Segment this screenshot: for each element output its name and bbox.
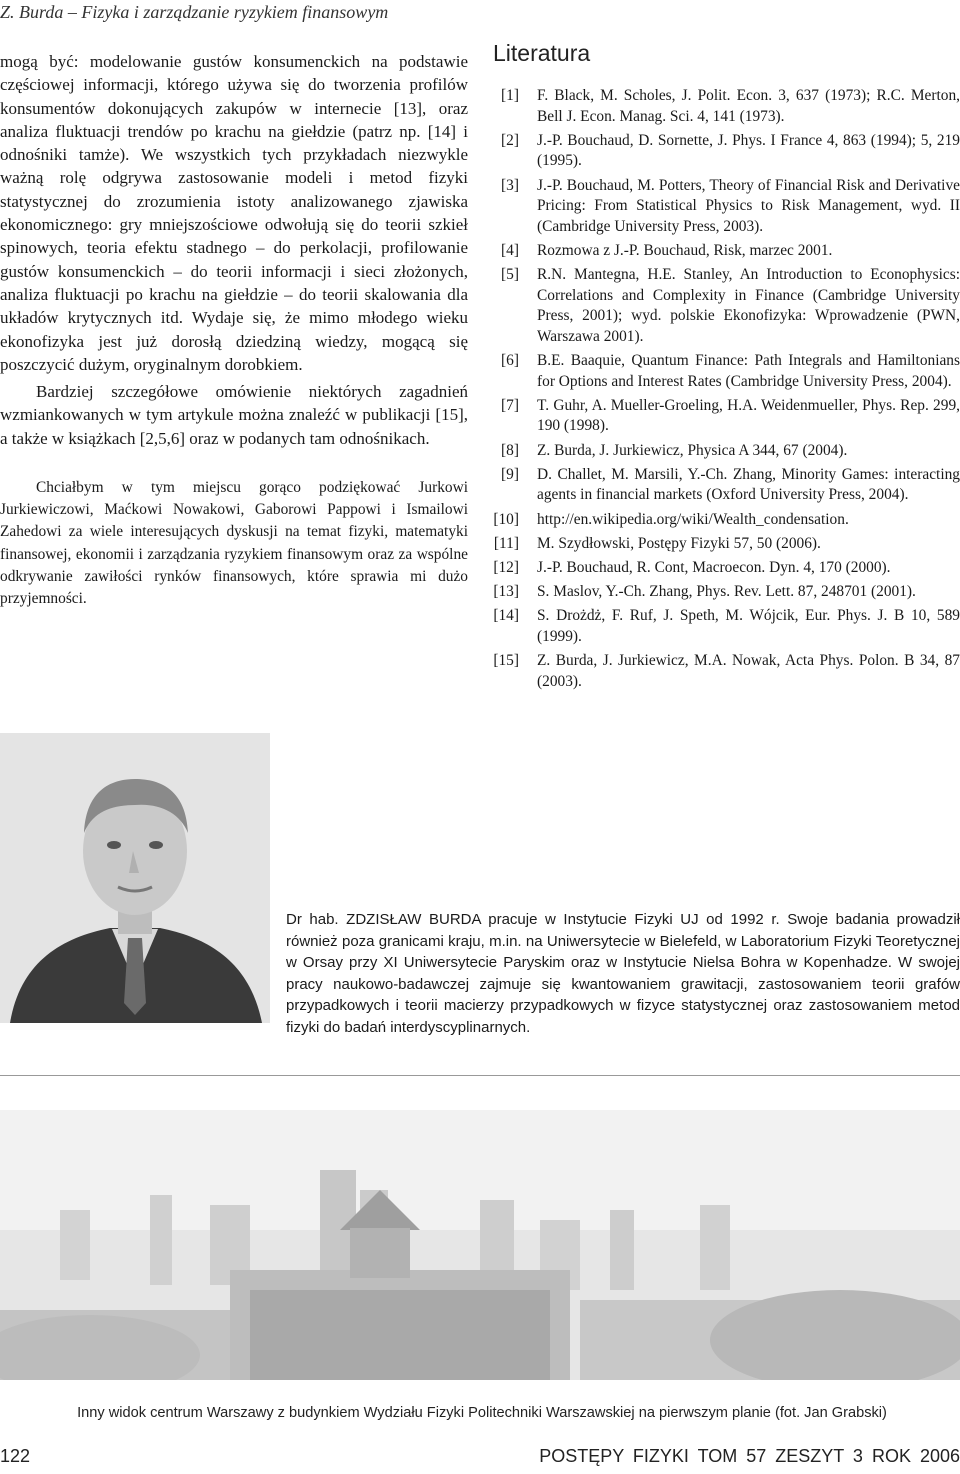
literature-heading: Literatura <box>493 40 591 66</box>
reference-number: [8] <box>501 441 519 459</box>
reference-item <box>493 351 960 392</box>
reference-number: [12] <box>493 559 519 576</box>
reference-item <box>493 465 960 506</box>
reference-item <box>493 241 960 262</box>
reference-item <box>493 558 960 579</box>
section-divider <box>0 1075 960 1076</box>
reference-text: B.E. Baaquie, Quantum Finance: Path Integrals and Hamiltonians for Options and Interest Rates (Cambridge University Press, 2004). <box>537 352 960 390</box>
reference-link[interactable]: http://en.wikipedia.org/wiki/Wealth_condensation. <box>537 510 849 528</box>
reference-text: J.-P. Bouchaud, R. Cont, Macroecon. Dyn. 4, 170 (2000). <box>537 559 891 576</box>
reference-number: [14] <box>493 607 519 625</box>
reference-text: J.-P. Bouchaud, M. Potters, Theory of Financial Risk and Derivative Pricing: From Statistical Physics to Risk Management, wyd. II (Cambridge University Press, 2003). <box>537 176 960 235</box>
acknowledgement: Chciałbym w tym miejscu gorąco podziękować Jurkowi Jurkiewiczowi, Maćkowi Nowakowi, Gaborowi Pappowi i Ismailowi Zahedowi za wiele interesujących dyskusji na temat fizyki, matematyki finansowej, ekonomii i zarządzania ryzykiem finansowym oraz za wspólne odkrywanie zawiłości rynków finansowych, które sprawia mi dużo przyjemności. <box>0 479 468 608</box>
reference-item <box>493 396 960 437</box>
reference-item <box>493 651 960 692</box>
author-bio: Dr hab. ZDZISŁAW BURDA pracuje w Instytucie Fizyki UJ od 1992 r. Swoje badania prowadził również poza granicami kraju, m.in. na Uniwersytecie w Bielefeld, w Laboratorium Fizyki Teoretycznej w Orsay przy XI Uniwersytecie Paryskim oraz w Instytucie Nielsa Bohra w Kopenhadze. W swojej pracy naukowo-badawczej zajmuje się kwantowaniem grawitacji, zastosowaniem teorii grafów przypadkowych i teorii macierzy przypadkowych w fizyce statystycznej oraz zastosowaniem metod fizyki do badań interdyscyplinarnych. <box>286 911 960 1036</box>
reference-number: [6] <box>501 352 519 370</box>
author-portrait <box>0 733 270 1023</box>
reference-text: S. Drożdż, F. Ruf, J. Speth, M. Wójcik, Eur. Phys. J. B 10, 589 (1999). <box>537 607 960 645</box>
reference-number: [2] <box>501 131 519 149</box>
reference-item <box>493 176 960 238</box>
reference-number: [7] <box>501 396 519 414</box>
page-footer <box>0 1446 960 1470</box>
reference-item <box>493 510 960 531</box>
reference-number: [10] <box>493 510 519 528</box>
reference-text: Rozmowa z J.-P. Bouchaud, Risk, marzec 2001. <box>537 241 833 259</box>
reference-text: D. Challet, M. Marsili, Y.-Ch. Zhang, Minority Games: interacting agents in financial markets (Oxford University Press, 2004). <box>537 465 960 504</box>
reference-item <box>493 265 960 347</box>
reference-number: [15] <box>493 652 519 670</box>
reference-number: [13] <box>493 583 519 601</box>
reference-text: S. Maslov, Y.-Ch. Zhang, Phys. Rev. Lett. 87, 248701 (2001). <box>537 583 916 601</box>
main-text-column <box>0 50 468 610</box>
reference-text: M. Szydłowski, Postępy Fizyki 57, 50 (2006). <box>537 534 821 552</box>
reference-item <box>493 86 960 127</box>
reference-text: F. Black, M. Scholes, J. Polit. Econ. 3, 637 (1973); R.C. Merton, Bell J. Econ. Manag. Sci. 4, 141 (1973). <box>537 87 960 125</box>
warsaw-photo <box>0 1110 960 1380</box>
reference-text: T. Guhr, A. Mueller-Groeling, H.A. Weidenmueller, Phys. Rep. 299, 190 (1998). <box>537 396 960 435</box>
page-number: 122 <box>0 1446 31 1466</box>
body-paragraph-2: Bardziej szczegółowe omówienie niektórych zagadnień wzmiankowanych w tym artykule można znaleźć w publikacji [15], a także w książkach [2,5,6] oraz w podanych tam odnośnikach. <box>0 382 468 448</box>
city-drawing <box>0 1110 960 1380</box>
reference-text: R.N. Mantegna, H.E. Stanley, An Introduction to Econophysics: Correlations and Complexity in Finance (Cambridge University Press, 2001); wyd. polskie Ekonofizyka: Wprowadzenie (PWN, Warszawa 2001). <box>537 266 960 345</box>
reference-item <box>493 582 960 603</box>
reference-number: [9] <box>501 465 519 483</box>
reference-item <box>493 131 960 172</box>
reference-number: [3] <box>501 176 519 194</box>
journal-issue: POSTĘPY FIZYKI TOM 57 ZESZYT 3 ROK 2006 <box>539 1446 960 1466</box>
reference-text: J.-P. Bouchaud, D. Sornette, J. Phys. I France 4, 863 (1994); 5, 219 (1995). <box>537 131 960 170</box>
figure-caption: Inny widok centrum Warszawy z budynkiem Wydziału Fizyki Politechniki Warszawskiej na pierwszym planie (fot. Jan Grabski) <box>77 1405 887 1421</box>
body-paragraph-1: mogą być: modelowanie gustów konsumenckich na podstawie częściowej informacji, którego używa się do tworzenia profilów konsumentów dokonujących zakupów w internecie [13], oraz analiza fluktuacji trendów po krachu na giełdzie (patrz np. [14] i odnośniki tamże). We wszystkich tych przykładach niezwykle ważną rolę odgrywa zastosowanie modeli i metod fizyki statystycznej do zrozumienia istoty analizowanego zjawiska ekonomicznego: gry mniejszościowe odwołują się do teorii szkieł spinowych, teoria efektu stadnego – do perkolacji, profilowanie gustów konsumenckich – do teorii informacji i sieci złożonych, analiza fluktuacji po krachu na giełdzie – do teorii skalowania dla układów krytycznych itd. Wydaje się, że mimo młodego wieku ekonofizyka jest już dorosłą dziedziną wiedzy, mogącą się poszczycić dużym, oryginalnym dorobkiem. <box>0 52 468 374</box>
reference-list <box>493 86 960 696</box>
running-head: Z. Burda – Fizyka i zarządzanie ryzykiem finansowym <box>0 2 389 22</box>
reference-text: Z. Burda, J. Jurkiewicz, M.A. Nowak, Acta Phys. Polon. B 34, 87 (2003). <box>537 652 960 690</box>
reference-number: [1] <box>501 87 519 104</box>
reference-text: Z. Burda, J. Jurkiewicz, Physica A 344, 67 (2004). <box>537 441 848 459</box>
portrait-drawing <box>0 733 270 1023</box>
reference-item <box>493 606 960 647</box>
reference-number: [5] <box>501 266 519 284</box>
reference-number: [11] <box>493 534 519 552</box>
reference-number: [4] <box>501 241 519 259</box>
reference-item <box>493 534 960 555</box>
reference-item <box>493 441 960 462</box>
